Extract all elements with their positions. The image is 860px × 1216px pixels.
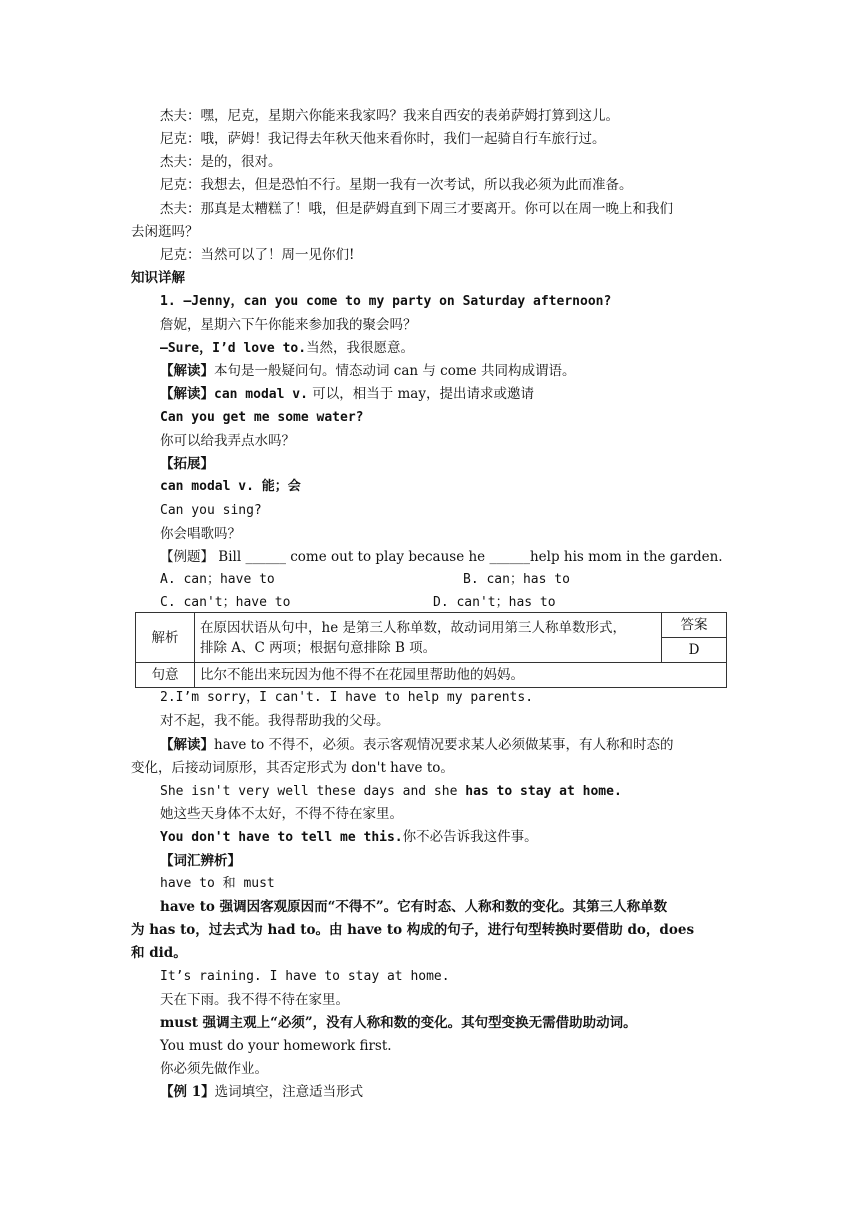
cihui-tag: 【词汇辨析】 [160,853,241,869]
cihui-para-line: have to 强调因客观原因而“不得不”。它有时态、人称和数的变化。其第三人称单数 [160,899,668,915]
example-1-text: 选词填空，注意适当形式 [214,1084,364,1100]
example-line [160,828,538,847]
jiedu-term: can modal v. [214,387,308,402]
example-1-tag: 【例 1】 [160,1084,215,1100]
item2-jiedu-line1 [160,736,674,754]
jiedu-text: 可以，相当于 may，提出请求或邀请 [307,386,534,402]
option-c: C. can't；have to [160,595,291,610]
item2-question: 2.I’m sorry，I can't. I have to help my parents. [160,690,534,705]
dialogue-line: 尼克：当然可以了！周一见你们! [160,247,355,263]
analysis-text [195,613,662,663]
item1-question: 1. —Jenny，can you come to my party on Saturday afternoon? [160,294,612,309]
cihui-para-line: 和 did。 [131,945,187,961]
example-cn: 你不必告诉我这件事。 [402,829,538,845]
jiedu-tag: 【解读】 [160,386,214,402]
option-b: B. can；has to [463,572,570,587]
example-en: You must do your homework first. [160,1038,392,1054]
dialogue-line: 去闲逛吗？ [131,224,199,240]
tuozhan-line: can modal v. 能；会 [160,479,301,494]
item1-jiedu-1 [160,362,575,380]
example-en: It’s raining. I have to stay at home. [160,969,450,984]
example-en-emph: has to stay at home. [465,784,622,799]
example-cn: 你可以给我弄点水吗？ [160,433,295,449]
answer-label: 答案 [662,613,727,638]
example-1-line [160,1083,363,1101]
cihui-line: have to 和 must [160,876,275,891]
example-cn: 天在下雨。我不得不待在家里。 [160,992,349,1008]
analysis-text-line: 排除 A、C 两项；根据句意排除 B 项。 [200,639,437,656]
example-cn: 她这些天身体不太好，不得不待在家里。 [160,806,403,822]
option-d: D. can't；has to [433,595,556,610]
cihui-para-line: 为 has to，过去式为 had to。由 have to 构成的句子，进行句型转换时要借助 do，does [131,922,695,938]
must-para: must 强调主观上“必须”，没有人称和数的变化。其句型变换无需借助助动词。 [160,1015,637,1031]
jiedu-tag: 【解读】 [160,363,214,379]
item1-answer [160,339,414,358]
item1-answer-en: —Sure，I’d love to. [160,341,307,356]
tuozhan-tag: 【拓展】 [160,456,214,472]
dialogue-line: 尼克：哦，萨姆！我记得去年秋天他来看你时，我们一起骑自行车旅行过。 [160,131,606,147]
item2-question-cn: 对不起，我不能。我得帮助我的父母。 [160,713,390,729]
jiedu-text: 本句是一般疑问句。情态动词 can 与 come 共同构成谓语。 [214,363,576,379]
dialogue-line: 杰夫：嘿，尼克，星期六你能来我家吗？我来自西安的表弟萨姆打算到这儿。 [160,108,619,124]
exercise-line [160,548,723,566]
item2-jiedu-line2: 变化，后接动词原形，其否定形式为 don't have to。 [131,760,454,776]
dialogue-line: 尼克：我想去，但是恐怕不行。星期一我有一次考试，所以我必须为此而准备。 [160,177,633,193]
example-en [160,782,622,801]
jiedu-tag: 【解读】 [160,737,214,753]
analysis-table [135,612,727,688]
section-heading: 知识详解 [131,270,185,286]
analysis-label: 解析 [136,613,195,663]
option-a: A. can；have to [160,572,275,587]
meaning-text: 比尔不能出来玩因为他不得不在花园里帮助他的妈妈。 [195,663,727,688]
meaning-label: 句意 [136,663,195,688]
analysis-text-line: 在原因状语从句中，he 是第三人称单数，故动词用第三人称单数形式， [200,619,626,636]
item1-question-cn: 詹妮，星期六下午你能来参加我的聚会吗？ [160,317,417,333]
example-en: Can you sing? [160,503,262,518]
exercise-text: Bill ______ come out to play because he ______help his mom in the garden. [214,549,723,565]
dialogue-line: 杰夫：那真是太糟糕了！哦，但是萨姆直到下周三才要离开。你可以在周一晚上和我们 [160,201,673,217]
example-cn: 你必须先做作业。 [160,1061,268,1077]
example-en-part: She isn't very well these days and she [160,784,466,799]
dialogue-line: 杰夫：是的，很对。 [160,154,282,170]
exercise-tag: 【例题】 [160,549,214,565]
example-en: Can you get me some water? [160,410,364,425]
jiedu-text: have to 不得不，必须。表示客观情况要求某人必须做某事，有人称和时态的 [214,737,674,753]
example-cn: 你会唱歌吗？ [160,526,241,542]
answer-value: D [662,638,727,663]
item1-answer-cn: 当然，我很愿意。 [306,340,415,356]
item1-jiedu-2 [160,385,534,404]
example-en: You don't have to tell me this. [160,830,403,845]
